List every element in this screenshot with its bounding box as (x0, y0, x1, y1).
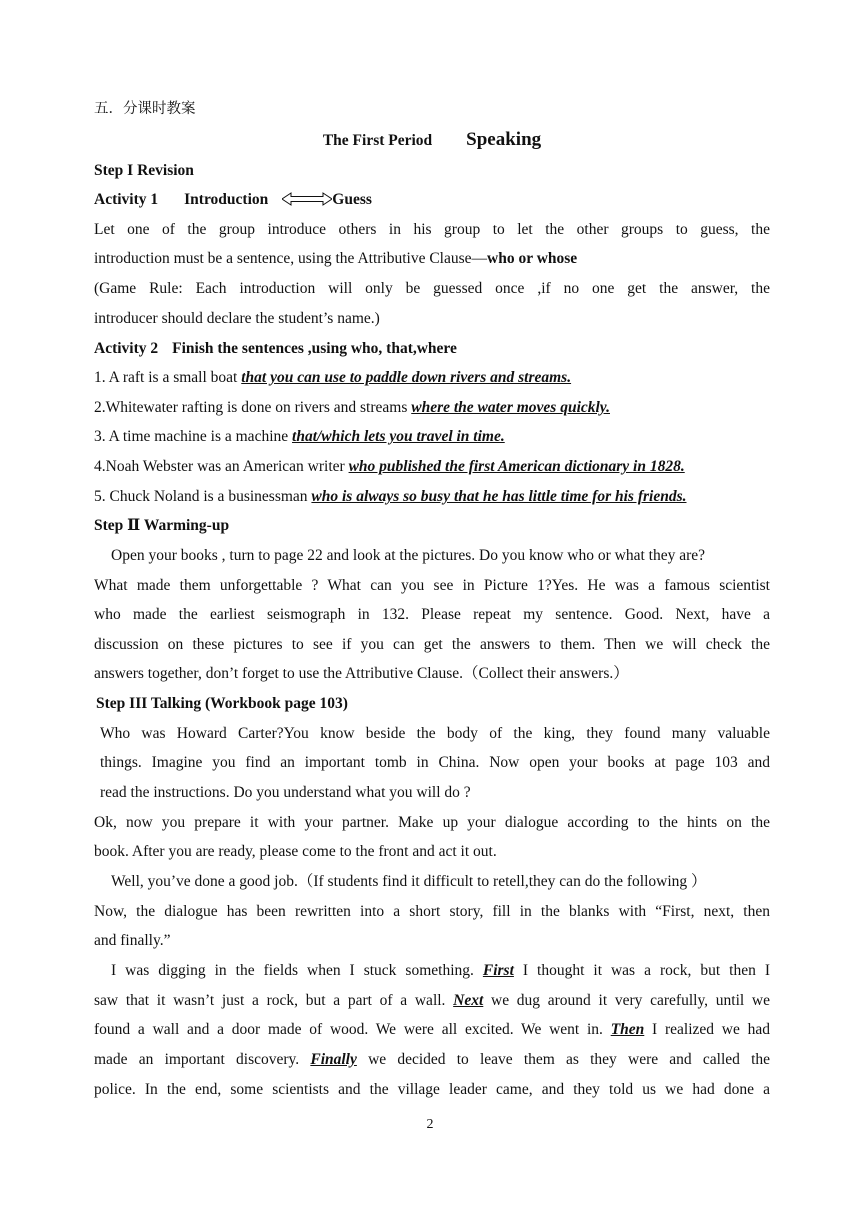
sentence-text: 1. A raft is a small boat (94, 369, 242, 386)
story-text: found a wall and a door made of wood. We were all excited. We went in. (94, 1021, 611, 1038)
sentence-text: 5. Chuck Noland is a businessman (94, 488, 312, 505)
story-answer-first: First (482, 962, 514, 979)
step3-line-c2: Now, the dialogue has been rewritten into a short story, fill in the blanks with “First, next, then (94, 903, 770, 920)
story-text: we decided to leave them as they were and called the (356, 1051, 771, 1068)
step2-line-3: who made the earliest seismograph in 132. Please repeat my sentence. Good. Next, have a (94, 606, 770, 623)
story-text: I thought it was a rock, but then I (513, 962, 770, 979)
activity2-label: Activity 2 (94, 340, 159, 357)
sentence-4 (94, 456, 770, 478)
double-arrow-icon (282, 192, 332, 206)
story-line-5: police. In the end, some scientists and the village leader came, and they told us we had done a (94, 1081, 770, 1098)
step3-line-a3: read the instructions. Do you understand what you will do ? (100, 784, 471, 801)
story-answer-then: Then (610, 1021, 645, 1038)
step3-line-b1: Ok, now you prepare it with your partner. Make up your dialogue according to the hints on the (94, 814, 770, 831)
sentence-5 (94, 486, 770, 508)
period-subtitle: Speaking (466, 129, 542, 150)
sentence-answer: who is always so busy that he has little time for his friends. (311, 488, 687, 505)
step3-line-b2: book. After you are ready, please come to the front and act it out. (94, 843, 497, 860)
period-heading (94, 129, 770, 152)
story-text: saw that it wasn’t just a rock, but a part of a wall. (94, 992, 454, 1009)
story-text: I realized we had (644, 1021, 770, 1038)
activity2-heading (94, 338, 770, 360)
step2-line-5: answers together, don’t forget to use the Attributive Clause.（Collect their answers.） (94, 665, 629, 682)
story-line-2 (94, 990, 770, 1012)
activity1-name: Introduction (184, 191, 269, 208)
step2-line-1: Open your books , turn to page 22 and look at the pictures. Do you know who or what they are? (111, 547, 706, 564)
sentence-2 (94, 397, 770, 419)
step2-line-4: discussion on these pictures to see if you can get the answers to them. Then we will check the (94, 636, 770, 653)
story-answer-finally: Finally (310, 1051, 357, 1068)
sentence-answer: that you can use to paddle down rivers and streams. (241, 369, 572, 386)
step3-line-a2: things. Imagine you find an important tomb in China. Now open your books at page 103 and (100, 754, 770, 771)
story-text: I was digging in the fields when I stuck something. (111, 962, 483, 979)
sentence-answer: that/which lets you travel in time. (292, 428, 505, 445)
step3-line-c3: and finally.” (94, 932, 171, 949)
period-title: The First Period (322, 132, 433, 149)
page-number: 2 (426, 1117, 434, 1132)
story-answer-next: Next (453, 992, 484, 1009)
step3-line-c1: Well, you’ve done a good job.（If students find it difficult to retell,they can do the following ） (111, 873, 707, 890)
sentence-answer: who published the first American dictionary in 1828. (348, 458, 685, 475)
story-line-1 (111, 960, 770, 982)
sentence-text: 2.Whitewater rafting is done on rivers and streams (94, 399, 412, 416)
para1-line1: Let one of the group introduce others in his group to let the other groups to guess, the (94, 221, 770, 238)
sentence-answer: where the water moves quickly. (411, 399, 610, 416)
step1-title: Step I Revision (94, 162, 194, 179)
activity2-name: Finish the sentences ,using who, that,where (172, 340, 457, 357)
step2-line-2: What made them unforgettable ? What can you see in Picture 1?Yes. He was a famous scientist (94, 577, 770, 594)
sentence-text: 3. A time machine is a machine (94, 428, 293, 445)
story-line-3 (94, 1019, 770, 1041)
step3-line-a1: Who was Howard Carter?You know beside the body of the king, they found many valuable (100, 725, 770, 742)
para1-line2-text: introduction must be a sentence, using the Attributive Clause— (94, 250, 488, 267)
sentence-text: 4.Noah Webster was an American writer (94, 458, 349, 475)
para1-line2-bold: who or whose (487, 250, 578, 267)
para2-line1: (Game Rule: Each introduction will only be guessed once ,if no one get the answer, the (94, 280, 770, 297)
activity1-heading (94, 189, 770, 211)
step2-title: Step Ⅱ Warming-up (94, 517, 230, 534)
step3-title: Step III Talking (Workbook page 103) (96, 695, 348, 712)
activity1-label: Activity 1 (94, 191, 159, 208)
para1-line2 (94, 248, 770, 270)
story-line-4 (94, 1049, 770, 1071)
para2-line2: introducer should declare the student’s name.) (94, 310, 380, 327)
story-text: made an important discovery. (94, 1051, 311, 1068)
section-heading: 五．分课时教案 (94, 101, 196, 117)
sentence-1 (94, 367, 770, 389)
story-text: we dug around it very carefully, until we (483, 992, 770, 1009)
activity1-guess: Guess (332, 191, 372, 208)
sentence-3 (94, 426, 770, 448)
